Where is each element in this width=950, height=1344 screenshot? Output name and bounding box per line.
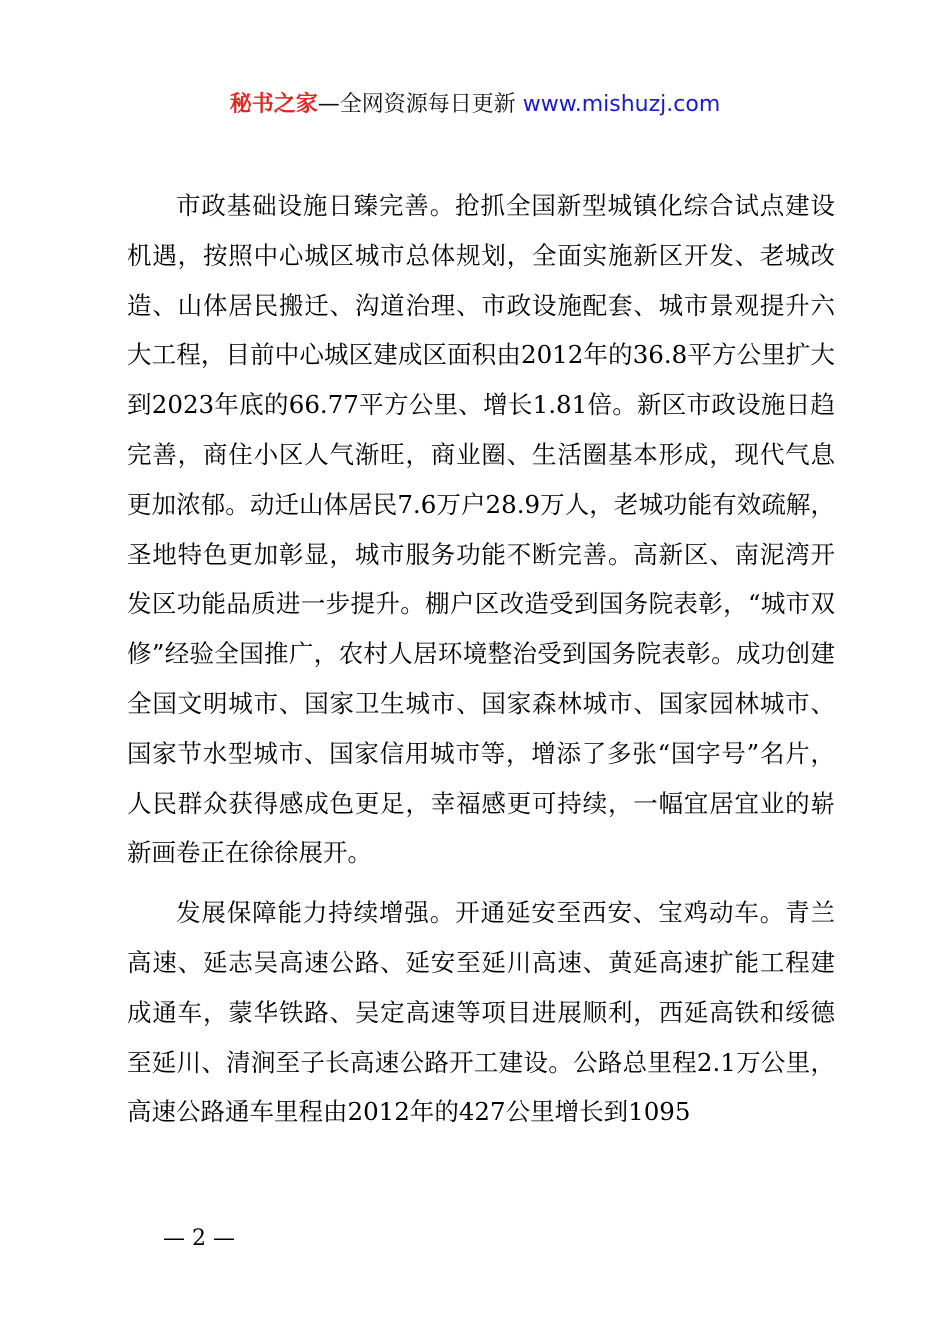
document-body (127, 181, 835, 1147)
site-header (0, 88, 950, 122)
page-number: — 2 — (163, 1226, 235, 1251)
paragraph-development-support: 发展保障能力持续增强。开通延安至西安、宝鸡动车。青兰高速、延志吴高速公路、延安至延川高速、黄延高速扩能工程建成通车，蒙华铁路、吴定高速等项目进展顺利，西延高铁和绥德至延川、清涧至子长高速公路开工建设。公路总里程2.1万公里，高速公路通车里程由2012年的427公里增长到1095 (127, 898, 835, 1127)
brand-name: 秘书之家 (229, 92, 318, 117)
header-url-link[interactable]: www.mishuzj.com (522, 92, 721, 117)
paragraph-municipal-infrastructure: 市政基础设施日臻完善。抢抓全国新型城镇化综合试点建设机遇，按照中心城区城市总体规划，全面实施新区开发、老城改造、山体居民搬迁、沟道治理、市政设施配套、城市景观提升六大工程，目前中心城区建成区面积由2012年的36.8平方公里扩大到2023年底的66.77平方公里、增长1.81倍。新区市政设施日趋完善，商住小区人气渐旺，商业圈、生活圈基本形成，现代气息更加浓郁。动迁山体居民7.6万户28.9万人，老城功能有效疏解，圣地特色更加彰显，城市服务功能不断完善。高新区、南泥湾开发区功能品质进一步提升。棚户区改造受到国务院表彰，“城市双修”经验全国推广，农村人居环境整治受到国务院表彰。成功创建全国文明城市、国家卫生城市、国家森林城市、国家园林城市、国家节水型城市、国家信用城市等，增添了多张“国字号”名片，人民群众获得感成色更足，幸福感更可持续，一幅宜居宜业的崭新画卷正在徐徐展开。 (127, 191, 835, 868)
header-slogan: —全网资源每日更新 (317, 92, 516, 117)
